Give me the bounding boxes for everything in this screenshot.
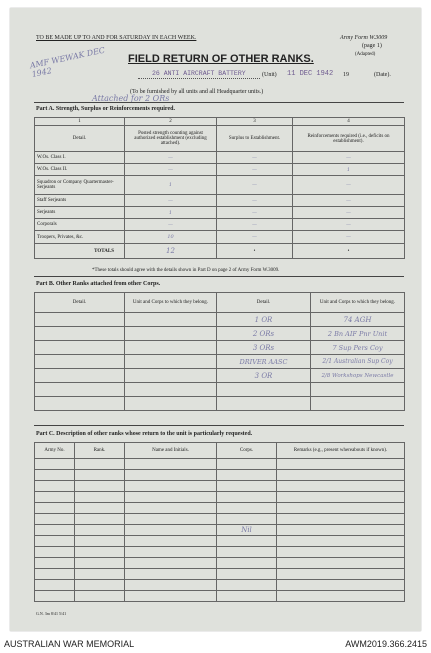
posted-value: 10: [125, 231, 217, 244]
column-header: Detail.: [35, 293, 125, 313]
surplus-value: —: [217, 207, 293, 219]
rank: [75, 525, 125, 536]
table-row: [35, 176, 405, 195]
column-header: Surplus to Establishment.: [217, 126, 293, 152]
part-a-table: [34, 117, 405, 259]
col-number: 4: [293, 118, 405, 126]
surplus-value: —: [217, 195, 293, 207]
reinf-value: —: [293, 207, 405, 219]
reinf-value: —: [293, 152, 405, 164]
column-header: Unit and Corps to which they belong.: [311, 293, 405, 313]
army-no: [35, 525, 75, 536]
column-header: Detail.: [35, 126, 125, 152]
totals-note: *These totals should agree with the details shown in Part D on page 2 of Army Form W.3009.: [92, 268, 280, 273]
posted-value: —: [125, 164, 217, 176]
table-row: [35, 313, 405, 327]
furnish-note: (To be furnished by all units and all Headquarter units.): [130, 89, 264, 95]
column-header: Posted strength counting against authorized establishment (excluding attached).: [125, 126, 217, 152]
column-header: Remarks (e.g., present whereabouts if known).: [277, 443, 405, 459]
name-initials: [125, 525, 217, 536]
row-label: W.Os. Class I.: [35, 152, 125, 164]
column-header: Unit and Corps to which they belong.: [125, 293, 217, 313]
row-label: W.Os. Class II.: [35, 164, 125, 176]
row-label: Troopers, Privates, &c.: [35, 231, 125, 244]
reinf-value: —: [293, 176, 405, 195]
attached-detail: 3 OR: [217, 369, 311, 383]
unit-label: (Unit): [262, 72, 277, 78]
table-row: [35, 195, 405, 207]
column-header: Corps.: [217, 443, 277, 459]
date-label: (Date).: [374, 72, 391, 78]
reinf-value: —: [293, 231, 405, 244]
table-row: [35, 164, 405, 176]
attached-unit: 2/8 Workshops Newcastle: [311, 369, 405, 383]
totals-reinf: •: [293, 244, 405, 259]
reinf-value: 1: [293, 164, 405, 176]
totals-surplus: •: [217, 244, 293, 259]
col-number: 1: [35, 118, 125, 126]
column-header: Reinforcements required (i.e., deficits on establishment).: [293, 126, 405, 152]
column-header: Name and Initials.: [125, 443, 217, 459]
row-label: Corporals: [35, 219, 125, 231]
table-row: [35, 231, 405, 244]
surplus-value: —: [217, 231, 293, 244]
unit-value: 26 ANTI AIRCRAFT BATTERY: [152, 70, 246, 77]
remarks: [277, 525, 405, 536]
rule-part-a: [34, 276, 404, 277]
attached-detail: DRIVER AASC: [217, 355, 311, 369]
column-header: Detail.: [217, 293, 311, 313]
column-header: Rank.: [75, 443, 125, 459]
posted-value: —: [125, 219, 217, 231]
part-c-table: [34, 442, 405, 602]
form-title: FIELD RETURN OF OTHER RANKS.: [128, 53, 314, 65]
posted-value: —: [125, 195, 217, 207]
part-a-heading: Part A. Strength, Surplus or Reinforcements required.: [36, 106, 175, 112]
reinf-value: —: [293, 219, 405, 231]
footer-right: AWM2019.366.2415: [345, 639, 427, 649]
date-suffix: 19: [343, 72, 349, 78]
part-b-table: [34, 292, 405, 411]
attached-detail: 3 ORs: [217, 341, 311, 355]
part-b-heading: Part B. Other Ranks attached from other Corps.: [36, 281, 161, 287]
row-label: Serjeants: [35, 207, 125, 219]
footer-left: AUSTRALIAN WAR MEMORIAL: [4, 639, 135, 649]
reinf-value: —: [293, 195, 405, 207]
adapted-note: (Adapted): [355, 52, 376, 57]
table-row: [35, 341, 405, 355]
table-row: [35, 397, 405, 411]
attached-unit: 7 Sup Pers Coy: [311, 341, 405, 355]
unit-underline: [138, 78, 260, 79]
table-row: [35, 152, 405, 164]
attached-unit: 74 AGH: [311, 313, 405, 327]
rule-header: [34, 102, 404, 103]
surplus-value: —: [217, 164, 293, 176]
col-number: 2: [125, 118, 217, 126]
attached-detail: 1 OR: [217, 313, 311, 327]
totals-row: [35, 244, 405, 259]
totals-label: TOTALS: [35, 244, 125, 259]
print-mark: G.N. 3m 8/41 5/41: [36, 611, 67, 616]
handwritten-attached-note: Attached for 2 ORs: [92, 94, 170, 103]
surplus-value: —: [217, 219, 293, 231]
top-notice: TO BE MADE UP TO AND FOR SATURDAY IN EACH WEEK.: [36, 35, 197, 41]
totals-posted: 12: [125, 244, 217, 259]
attached-unit: 2 Bn AIF Pnr Unit: [311, 327, 405, 341]
form-page: (page 1): [362, 43, 382, 49]
posted-value: 1: [125, 207, 217, 219]
posted-value: —: [125, 152, 217, 164]
date-value: 11 DEC 1942: [287, 70, 334, 78]
row-label: Squadron or Company Quartermaster-Serjeants: [35, 176, 125, 195]
part-c-heading: Part C. Description of other ranks whose return to the unit is particularly requested.: [36, 431, 253, 437]
attached-unit: 2/1 Australian Sup Coy: [311, 355, 405, 369]
table-row: [35, 219, 405, 231]
table-row: [35, 207, 405, 219]
handwritten-corner-note: AMF WEWAK DEC 1942: [29, 45, 106, 80]
posted-value: 1: [125, 176, 217, 195]
table-row: [35, 327, 405, 341]
rule-part-b: [34, 425, 404, 426]
attached-detail: 2 ORs: [217, 327, 311, 341]
table-row: [35, 369, 405, 383]
table-row: [35, 383, 405, 397]
surplus-value: —: [217, 152, 293, 164]
form-sheet: [10, 8, 421, 631]
col-number: 3: [217, 118, 293, 126]
surplus-value: —: [217, 176, 293, 195]
form-reference: Army Form W.3009: [340, 35, 388, 41]
corps: Nil: [217, 525, 277, 536]
table-row: [35, 525, 405, 536]
column-header: Army No.: [35, 443, 75, 459]
table-row: [35, 355, 405, 369]
row-label: Staff Serjeants: [35, 195, 125, 207]
